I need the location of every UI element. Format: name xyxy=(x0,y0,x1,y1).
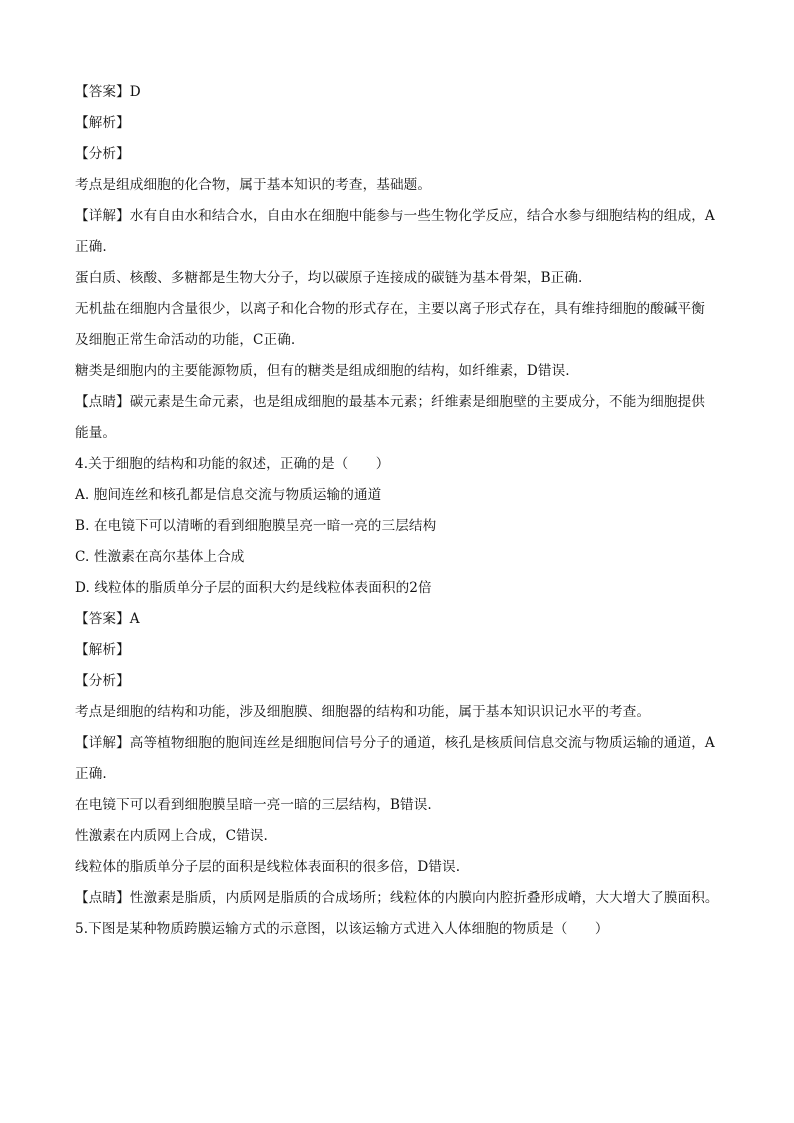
question-4-option-b: B. 在电镜下可以清晰的看到细胞膜呈亮一暗一亮的三层结构 xyxy=(75,518,437,534)
detail-text-q3-line4: 无机盐在细胞内含量很少，以离子和化合物的形式存在，主要以离子形式存在，具有维持细胞的酸碱平衡 xyxy=(75,301,705,317)
analysis-heading-q3: 【解析】 xyxy=(75,115,130,131)
note-text-q3-line2: 能量。 xyxy=(75,425,117,441)
detail-text-q4-line2: 正确. xyxy=(75,766,107,782)
question-4-option-d: D. 线粒体的脂质单分子层的面积大约是线粒体表面积的2倍 xyxy=(75,580,432,596)
note-text-q3-line1: 【点睛】碳元素是生命元素，也是组成细胞的最基本元素；纤维素是细胞壁的主要成分，不能为细胞提供 xyxy=(75,394,705,410)
analysis-text-q4: 考点是细胞的结构和功能，涉及细胞膜、细胞器的结构和功能，属于基本知识识记水平的考查。 xyxy=(75,704,651,720)
detail-text-q4-line4: 性激素在内质网上合成，C错误. xyxy=(75,828,268,844)
detail-text-q3-line1: 【详解】水有自由水和结合水，自由水在细胞中能参与一些生物化学反应，结合水参与细胞结构的组成，A xyxy=(75,208,715,224)
answer-label-q4: 【答案】A xyxy=(75,611,140,627)
note-text-q4: 【点睛】性激素是脂质，内质网是脂质的合成场所；线粒体的内膜向内腔折叠形成嵴，大大增大了膜面积。 xyxy=(75,890,719,906)
analysis-subheading-q3: 【分析】 xyxy=(75,146,130,162)
detail-text-q4-line5: 线粒体的脂质单分子层的面积是线粒体表面积的很多倍，D错误. xyxy=(75,859,461,875)
question-4-option-c: C. 性激素在高尔基体上合成 xyxy=(75,549,245,565)
question-4-stem: 4.关于细胞的结构和功能的叙述，正确的是（ ） xyxy=(75,456,390,472)
question-4-option-a: A. 胞间连丝和核孔都是信息交流与物质运输的通道 xyxy=(75,487,382,503)
analysis-heading-q4: 【解析】 xyxy=(75,642,130,658)
detail-text-q3-line6: 糖类是细胞内的主要能源物质，但有的糖类是组成细胞的结构，如纤维素，D错误. xyxy=(75,363,570,379)
question-5-stem: 5.下图是某种物质跨膜运输方式的示意图，以该运输方式进入人体细胞的物质是（ ） xyxy=(75,921,609,937)
detail-text-q3-line5: 及细胞正常生命活动的功能，C正确. xyxy=(75,332,296,348)
analysis-text-q3: 考点是组成细胞的化合物，属于基本知识的考查，基础题。 xyxy=(75,177,432,193)
detail-text-q3-line2: 正确. xyxy=(75,239,107,255)
answer-label-q3: 【答案】D xyxy=(75,84,141,100)
detail-text-q4-line1: 【详解】高等植物细胞的胞间连丝是细胞间信号分子的通道，核孔是核质间信息交流与物质运输的通道，A xyxy=(75,735,715,751)
detail-text-q4-line3: 在电镜下可以看到细胞膜呈暗一亮一暗的三层结构，B错误. xyxy=(75,797,432,813)
detail-text-q3-line3: 蛋白质、核酸、多糖都是生物大分子，均以碳原子连接成的碳链为基本骨架，B正确. xyxy=(75,270,583,286)
analysis-subheading-q4: 【分析】 xyxy=(75,673,130,689)
